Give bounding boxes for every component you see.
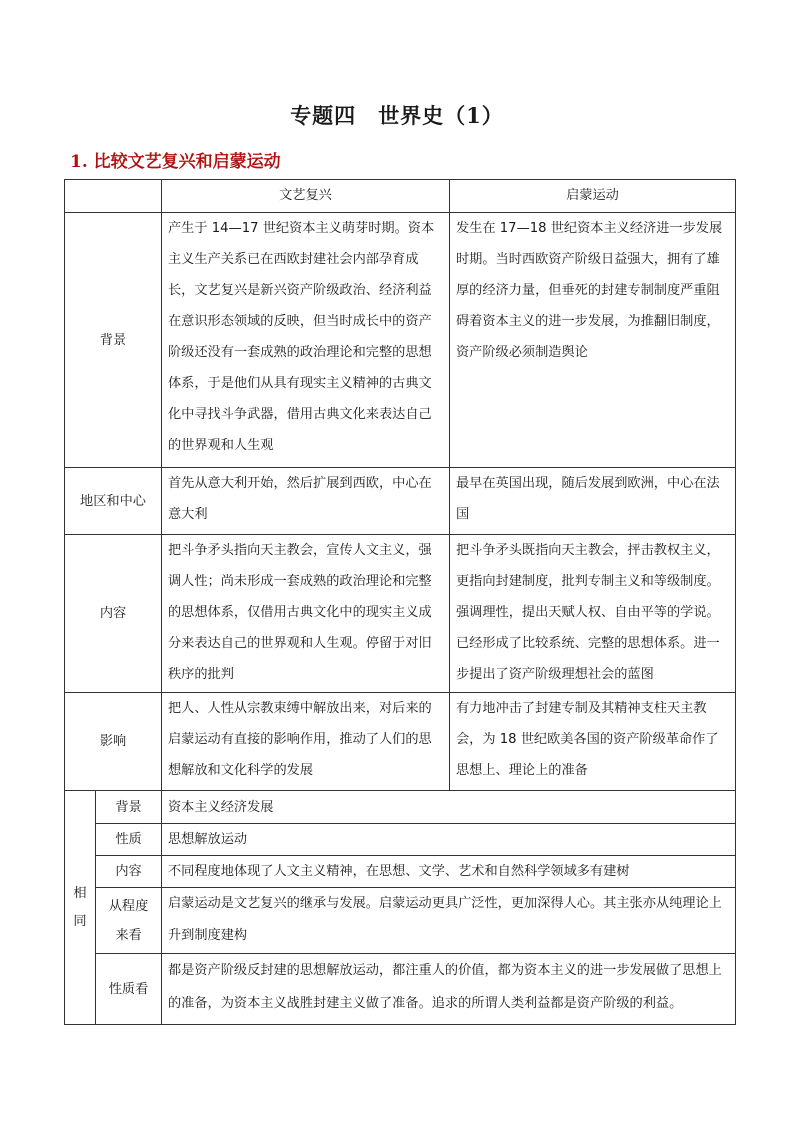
cell-enlightenment-background: 发生在 17—18 世纪资本主义经济进一步发展时期。当时西欧资产阶级日益强大，拥有了雄厚的经济力量，但垂死的封建专制制度严重阻碍着资本主义的进一步发展，为推翻旧制度，资产阶级必须制造舆论	[450, 213, 736, 468]
row-label-region: 地区和中心	[65, 468, 162, 535]
same-row-background	[65, 791, 736, 824]
same-group-label	[65, 791, 96, 1025]
same-text-nature-view: 都是资产阶级反封建的思想解放运动，都注重人的价值，都为资本主义的进一步发展做了思想上的准备，为资本主义战胜封建主义做了准备。追求的所谓人类利益都是资产阶级的利益。	[162, 954, 736, 1025]
cell-enlightenment-influence: 有力地冲击了封建专制及其精神支柱天主教会，为 18 世纪欧美各国的资产阶级革命作了思想上、理论上的准备	[450, 693, 736, 791]
same-text-content: 不同程度地体现了人文主义精神，在思想、文学、艺术和自然科学领域多有建树	[162, 856, 736, 888]
cell-renaissance-region: 首先从意大利开始，然后扩展到西欧，中心在意大利	[162, 468, 450, 535]
same-row-nature-view	[65, 954, 736, 1025]
same-label-degree-line1: 从程度	[108, 898, 149, 914]
same-label-background: 背景	[96, 791, 162, 824]
header-renaissance: 文艺复兴	[162, 180, 450, 213]
same-row-degree	[65, 888, 736, 954]
table-row-background	[65, 213, 736, 468]
table-row-content	[65, 535, 736, 693]
same-text-degree: 启蒙运动是文艺复兴的继承与发展。启蒙运动更具广泛性，更加深得人心。其主张亦从纯理论上升到制度建构	[162, 888, 736, 954]
table-row-influence	[65, 693, 736, 791]
same-row-nature	[65, 824, 736, 856]
header-enlightenment: 启蒙运动	[450, 180, 736, 213]
comparison-table	[64, 179, 736, 1025]
cell-enlightenment-content: 把斗争矛头既指向天主教会，抨击教权主义，更指向封建制度，批判专制主义和等级制度。强调理性，提出天赋人权、自由平等的学说。已经形成了比较系统、完整的思想体系。进一步提出了资产阶级理想社会的蓝图	[450, 535, 736, 693]
section-heading: 1. 比较文艺复兴和启蒙运动	[70, 152, 281, 172]
same-label-degree-line2: 来看	[115, 927, 142, 943]
row-label-influence: 影响	[65, 693, 162, 791]
same-row-content	[65, 856, 736, 888]
cell-renaissance-content: 把斗争矛头指向天主教会，宣传人文主义，强调人性；尚未形成一套成熟的政治理论和完整的思想体系，仅借用古典文化中的现实主义成分来表达自己的世界观和人生观。停留于对旧秩序的批判	[162, 535, 450, 693]
same-text-nature: 思想解放运动	[162, 824, 736, 856]
same-label-bottom: 同	[73, 913, 87, 929]
title-sub: 世界史（1）	[378, 103, 504, 128]
table-row-region	[65, 468, 736, 535]
title-main: 专题四	[290, 103, 357, 128]
same-label-nature: 性质	[96, 824, 162, 856]
cell-enlightenment-region: 最早在英国出现，随后发展到欧洲，中心在法国	[450, 468, 736, 535]
table-header-row	[65, 180, 736, 213]
same-label-nature-view: 性质看	[96, 954, 162, 1025]
same-label-degree	[96, 888, 162, 954]
same-label-top: 相	[73, 885, 87, 901]
row-label-background: 背景	[65, 213, 162, 468]
page-title	[0, 100, 794, 130]
row-label-content: 内容	[65, 535, 162, 693]
cell-renaissance-influence: 把人、人性从宗教束缚中解放出来，对后来的启蒙运动有直接的影响作用，推动了人们的思想解放和文化科学的发展	[162, 693, 450, 791]
same-label-content: 内容	[96, 856, 162, 888]
header-corner-cell	[65, 180, 162, 213]
same-text-background: 资本主义经济发展	[162, 791, 736, 824]
cell-renaissance-background: 产生于 14—17 世纪资本主义萌芽时期。资本主义生产关系已在西欧封建社会内部孕育成长，文艺复兴是新兴资产阶级政治、经济利益在意识形态领域的反映，但当时成长中的资产阶级还没有一套成熟的政治理论和完整的思想体系，于是他们从具有现实主义精神的古典文化中寻找斗争武器，借用古典文化来表达自己的世界观和人生观	[162, 213, 450, 468]
